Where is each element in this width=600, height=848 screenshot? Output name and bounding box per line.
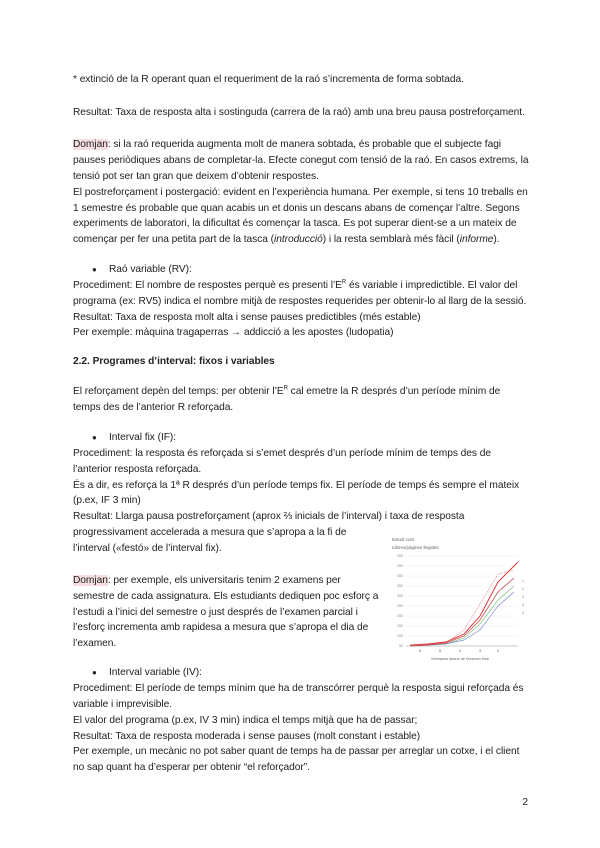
y-tick-label: 50 bbox=[399, 644, 403, 648]
text-line: Per exemple, un mecànic no pot saber quant de temps ha de passar per arreglar un cotxe, i el client bbox=[73, 746, 520, 757]
text-line: Resultat: Taxa de resposta moderada i sense pauses (molt constant i estable) bbox=[73, 731, 421, 742]
section-heading: 2.2. Programes d’interval: fixos i variables bbox=[73, 356, 275, 367]
italic-text: informe bbox=[459, 234, 494, 245]
text-line: semestre de cada assignatura. Els estudiants dediquen poc esforç a bbox=[73, 591, 379, 602]
legend-label: 1 bbox=[522, 579, 524, 583]
text-span: començar per fer una petita part de la tasca ( bbox=[73, 234, 274, 245]
y-tick-label: 450 bbox=[397, 564, 403, 568]
text-span: El reforçament depèn del temps: per obtenir l’E bbox=[73, 386, 284, 397]
highlighted-author: Domjan bbox=[73, 139, 108, 150]
highlighted-author: Domjan bbox=[73, 575, 108, 586]
text-line: El postreforçament i postergació: evident en l’experiència humana. Per exemple, si tens 10 treballs en bbox=[73, 187, 528, 198]
text-span: : per exemple, els universitaris tenim 2 examens per bbox=[107, 575, 341, 586]
x-tick-label: 6 bbox=[418, 648, 422, 653]
x-tick-label: 4 bbox=[458, 648, 462, 653]
x-tick-label: 3 bbox=[478, 648, 482, 653]
legend-label: 4 bbox=[522, 603, 524, 607]
x-tick-label: 5 bbox=[438, 648, 442, 653]
page-number: 2 bbox=[522, 797, 528, 808]
text-line bbox=[73, 233, 500, 246]
text-line: * extinció de la R operant quan el requeriment de la raó s’incrementa de forma sobtada. bbox=[73, 74, 464, 85]
text-line: experiments de laboratori, la dificultat és començar la tasca. Es pot superar dient-se a un mateix de bbox=[73, 218, 517, 229]
chart-subtitle: Llibres/pàgines llegides bbox=[392, 545, 439, 550]
bullet-icon: ● bbox=[92, 668, 97, 677]
legend-label: 5 bbox=[522, 611, 524, 615]
text-line: pauses periòdiques abans de completar-la. Efecte conegut com tensió de la raó. En casos extrems, la bbox=[73, 155, 529, 166]
text-line: Resultat: Llarga pausa postreforçament (aprox ⅔ inicials de l’interval) i taxa de resposta bbox=[73, 511, 465, 522]
text-span: ). bbox=[493, 234, 500, 245]
gridlines bbox=[406, 556, 518, 646]
text-line: programa (ex: RV5) indica el nombre mitjà de respostes requerides per obtenir-lo al llarg de la sessió. bbox=[73, 296, 527, 307]
x-tick-labels bbox=[419, 648, 500, 653]
y-tick-label: 250 bbox=[397, 604, 403, 608]
x-axis-label: Setmanes abans de l'examen final bbox=[431, 657, 489, 661]
bullet-icon: ● bbox=[92, 433, 97, 442]
study-effort-chart bbox=[388, 534, 528, 664]
text-span: és variable i impredictible. El valor del bbox=[346, 280, 518, 291]
y-tick-label: 100 bbox=[397, 634, 403, 638]
text-line bbox=[73, 574, 341, 587]
text-line bbox=[73, 385, 500, 398]
legend-label: 2 bbox=[522, 587, 524, 591]
text-line: Procediment: El període de temps mínim que ha de transcórrer perquè la resposta sigui reforçada és bbox=[73, 683, 524, 694]
superscript: R bbox=[283, 385, 288, 392]
y-tick-label: 400 bbox=[397, 574, 403, 578]
text-line bbox=[73, 279, 517, 292]
text-line: l’esforç incrementa amb rapidesa a mesura que s’apropa el dia de bbox=[73, 622, 369, 633]
text-line: l’estudi a l’inici del semestre o just després de l’examen parcial i bbox=[73, 607, 358, 618]
y-tick-label: 350 bbox=[397, 584, 403, 588]
legend-label: 3 bbox=[522, 595, 524, 599]
list-item: Interval fix (IF): bbox=[109, 432, 177, 443]
text-line: Resultat: Taxa de resposta molt alta i sense pauses predictibles (més estable) bbox=[73, 312, 421, 323]
text-line: l’interval («festó» de l’interval fix). bbox=[73, 543, 222, 554]
text-line: El valor del programa (p.ex, IV 3 min) indica el temps mitjà que ha de passar; bbox=[73, 715, 418, 726]
text-line: Resultat: Taxa de resposta alta i sostinguda (carrera de la raó) amb una breu pausa postreforçament. bbox=[73, 107, 525, 118]
list-item: Interval variable (IV): bbox=[109, 667, 202, 678]
text-span: cal emetre la R després d’un període mínim de bbox=[287, 386, 501, 397]
text-span: Procediment: El nombre de respostes perquè es presenti l’E bbox=[73, 280, 342, 291]
text-line: temps des de l’anterior R reforçada. bbox=[73, 402, 234, 413]
series-line-1 bbox=[410, 562, 518, 645]
text-line: tensió pot ser tan gran que deixem d’obtenir respostes. bbox=[73, 171, 319, 182]
text-line: no sap quant ha d’esperar per obtenir “el reforçador”. bbox=[73, 762, 310, 773]
text-line: progressivament accelerada a mesura que s’apropa a la fi de bbox=[73, 527, 347, 538]
text-span: : si la raó requerida augmenta molt de manera sobtada, és probable que el subjecte fagi bbox=[107, 139, 502, 150]
italic-text: introducció bbox=[274, 234, 323, 245]
chart-title: Estudi curs bbox=[392, 537, 415, 542]
text-line: 1 semestre és probable que quan acabis un et donis un descans abans de començar l’altre. Segons bbox=[73, 203, 520, 214]
text-span: ) i la resta semblarà més fàcil ( bbox=[322, 234, 460, 245]
text-line: l’anterior resposta reforçada. bbox=[73, 464, 202, 475]
legend bbox=[522, 579, 524, 615]
y-tick-labels bbox=[397, 554, 403, 648]
y-tick-label: 400 bbox=[397, 554, 403, 558]
superscript: R bbox=[341, 279, 347, 286]
bullet-icon: ● bbox=[92, 265, 97, 274]
y-tick-label: 150 bbox=[397, 624, 403, 628]
text-line: Per exemple: màquina tragaperras → addicció a les apostes (ludopatia) bbox=[73, 327, 394, 338]
text-line bbox=[73, 138, 501, 151]
text-line: Procediment: la resposta és reforçada si s’emet després d’un període mínim de temps des de bbox=[73, 448, 491, 459]
x-tick-label: 2 bbox=[496, 648, 500, 653]
text-line: És a dir, es reforça la 1ª R després d’un període temps fix. El període de temps és sempre el mateix bbox=[73, 480, 520, 491]
text-line: variable i imprevisible. bbox=[73, 699, 173, 710]
text-line: (p.ex, IF 3 min) bbox=[73, 495, 141, 506]
y-tick-label: 200 bbox=[397, 614, 403, 618]
list-item: Raó variable (RV): bbox=[109, 264, 192, 275]
y-tick-label: 300 bbox=[397, 594, 403, 598]
text-line: l’examen. bbox=[73, 638, 117, 649]
